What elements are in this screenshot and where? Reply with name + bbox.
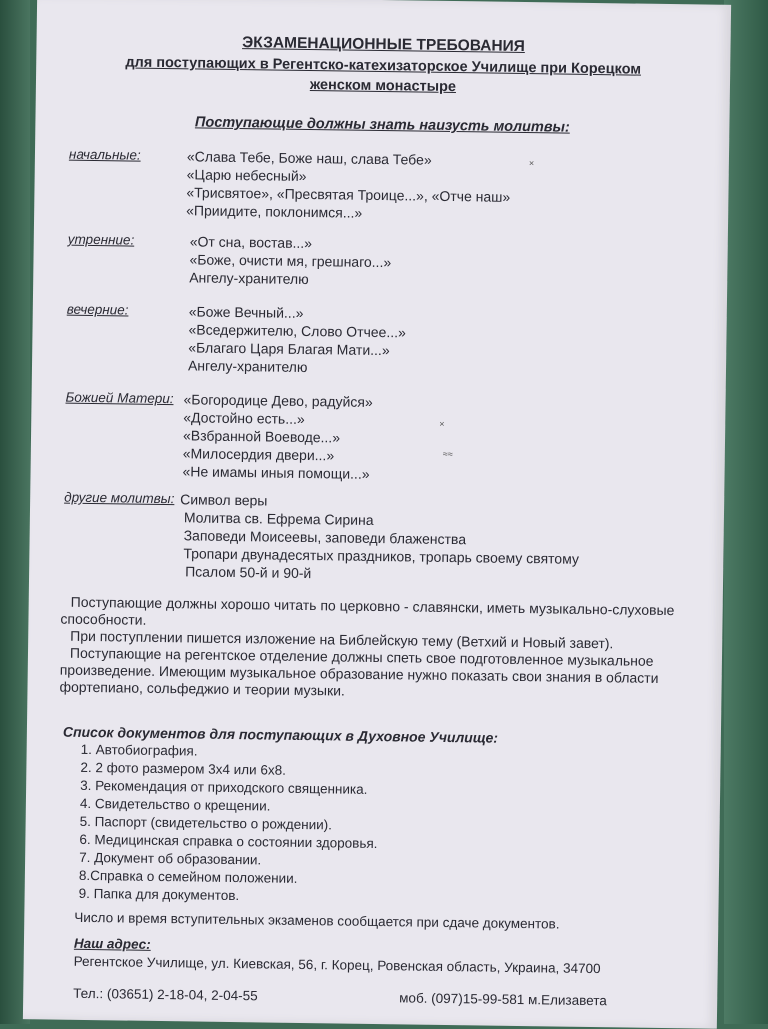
prayer-item: Заповеди Моисеевы, заповеди блаженства <box>183 527 467 548</box>
category-label-other: другие молитвы: <box>64 489 175 507</box>
prayer-item: «Благаго Царя Благая Мати...» <box>188 339 390 359</box>
document-subtitle-line1: для поступающих в Регентско-катехизаторское Училище при Корецком <box>125 54 642 78</box>
document-item: 6. Медицинская справка о состоянии здоровья. <box>79 831 378 852</box>
document-item: 2. 2 фото размером 3х4 или 6х8. <box>80 759 287 778</box>
document-title: ЭКЗАМЕНАЦИОННЫЕ ТРЕБОВАНИЯ <box>242 34 526 56</box>
requirements-paragraph-reading: Поступающие должны хорошо читать по церковно - славянски, иметь музыкально-слуховые способности. <box>60 593 675 628</box>
document-item: 7. Документ об образовании. <box>79 849 262 868</box>
right-background <box>724 0 768 1024</box>
prayer-item: Тропари двунадесятых праздников, тропарь своему святому <box>183 545 580 567</box>
prayer-item: «Взбранной Воеводе...» <box>182 427 341 446</box>
prayer-item: «Не имамы иныя помощи...» <box>182 463 370 482</box>
document-item: 4. Свидетельство о крещении. <box>79 795 271 814</box>
prayer-item: «Слава Тебе, Боже наш, слава Тебе» <box>186 148 432 168</box>
document-item: 8.Справка о семейном положении. <box>78 867 298 886</box>
category-label-initial: начальные: <box>68 146 141 163</box>
prayer-item: «Достойно есть...» <box>183 409 305 427</box>
prayer-item: «Боже Вечный...» <box>188 303 304 321</box>
prayer-item: Символ веры <box>180 491 268 509</box>
documents-heading: Список документов для поступающих в Духовное Училище: <box>62 723 499 746</box>
prayer-item: «Боже, очисти мя, грешнаго...» <box>189 251 392 271</box>
prayer-item: «Царю небесный» <box>186 166 307 184</box>
address-text: Регентское Училище, ул. Киевская, 56, г. Корец, Ровенская область, Украина, 34700 <box>73 953 601 977</box>
category-label-evening: вечерние: <box>66 301 129 318</box>
phone-numbers: Тел.: (03651) 2-18-04, 2-04-55 <box>73 985 258 1004</box>
prayer-item: «Приидите, поклонимся...» <box>186 202 363 221</box>
stray-mark: ≈≈ <box>442 448 453 460</box>
document-subtitle-line2: женском монастыре <box>309 77 457 96</box>
prayer-item: «Вседержителю, Слово Отчее...» <box>188 321 406 341</box>
requirements-paragraph-essay: При поступлении пишется изложение на Библейскую тему (Ветхий и Новый завет). <box>70 627 614 652</box>
prayer-item: «Трисвятое», «Пресвятая Троице...», «Отче наш» <box>186 184 511 205</box>
document-item: 9. Папка для документов. <box>78 885 240 904</box>
category-label-theotokos: Божией Матери: <box>65 389 174 407</box>
requirements-paragraph-music: Поступающие на регентское отделение должны спеть свое подготовленное музыкальное произведение. Имеющим музыкальное образование нужно показать свои знания в области фортепиано, сольфеджио и теории музыки. <box>59 644 659 699</box>
prayer-item: Псалом 50-й и 90-й <box>185 563 312 582</box>
address-heading: Наш адрес: <box>73 935 151 952</box>
stray-mark: × <box>439 418 445 429</box>
document-item: 1. Автобиография. <box>80 741 198 759</box>
document-item: 3. Рекомендация от приходского священника. <box>80 777 368 797</box>
prayer-item: Молитва св. Ефрема Сирина <box>183 509 374 528</box>
stray-mark: × <box>528 158 535 169</box>
document-item: 5. Паспорт (свидетельство о рождении). <box>79 813 333 833</box>
exam-date-note: Число и время вступительных экзаменов сообщается при сдаче документов. <box>74 909 560 932</box>
prayer-item: «Милосердия двери...» <box>182 445 335 464</box>
mobile-contact: моб. (097)15-99-581 м.Елизавета <box>399 990 607 1009</box>
prayer-item: «Богородице Дево, радуйся» <box>183 391 373 410</box>
prayers-heading: Поступающие должны знать наизусть молитвы: <box>194 114 570 136</box>
prayer-item: Ангелу-хранителю <box>189 269 309 288</box>
paper-sheet <box>23 0 731 1029</box>
prayer-item: Ангелу-хранителю <box>187 357 308 376</box>
prayer-item: «От сна, востав...» <box>189 233 313 252</box>
category-label-morning: утренние: <box>67 231 135 248</box>
